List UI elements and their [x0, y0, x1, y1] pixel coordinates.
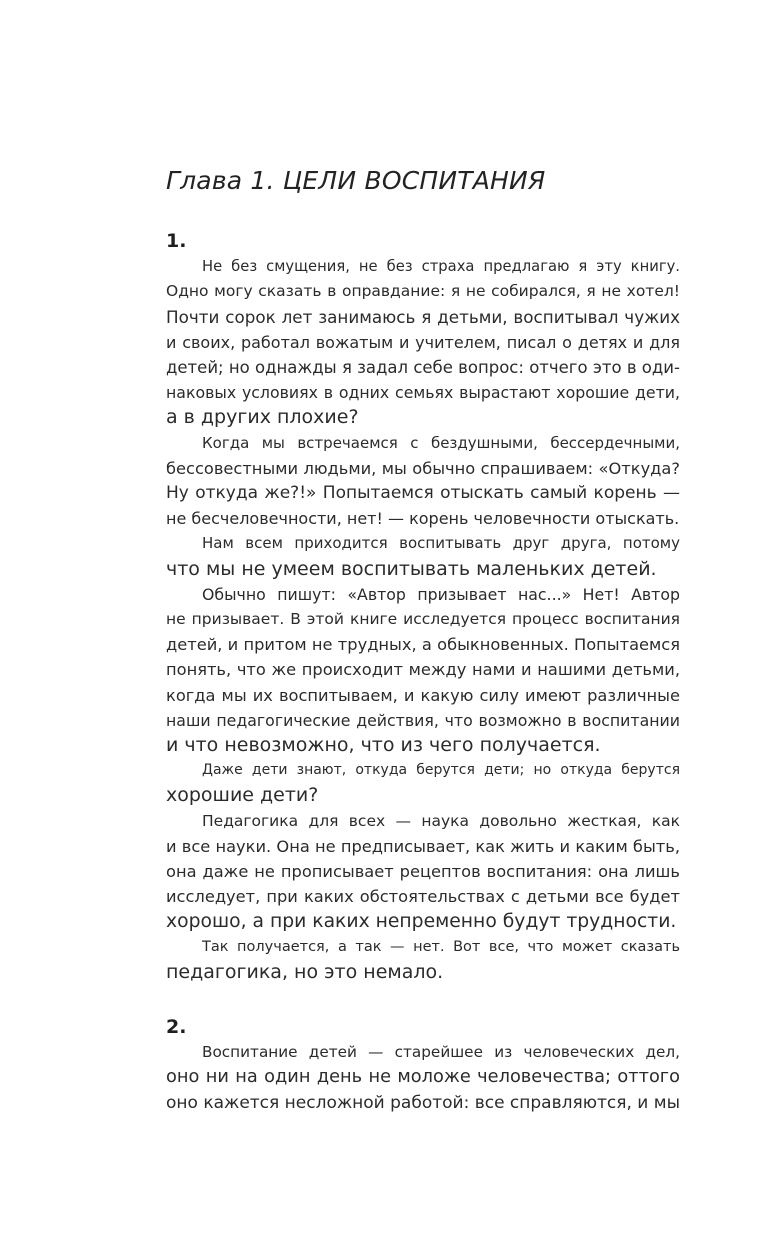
- paragraph: [130, 582, 680, 758]
- text-line: детей; но однажды я задал себе вопрос: отчего это в оди-: [166, 358, 680, 378]
- paragraph: [130, 431, 680, 532]
- text-line: а в других плохие?: [166, 406, 359, 429]
- paragraph: [130, 1040, 680, 1116]
- text-line: исследует, при каких обстоятельствах с детьми все будет: [166, 887, 680, 907]
- text-line: оно кажется несложной работой: все справляются, и мы: [166, 1092, 681, 1113]
- section-number: 2.: [166, 1016, 187, 1038]
- text-line: Одно могу сказать в оправдание: я не собирался, я не хотел!: [166, 282, 680, 301]
- paragraph: [130, 935, 680, 985]
- text-line: Почти сорок лет занимаюсь я детьми, воспитывал чужих: [166, 306, 680, 327]
- text-line: наши педагогические действия, что возможно в воспитании: [166, 710, 680, 730]
- section-2: [130, 1015, 680, 1116]
- text-line: она даже не прописывает рецептов воспитания: она лишь: [166, 862, 680, 882]
- chapter-title: Глава 1. ЦЕЛИ ВОСПИТАНИЯ: [166, 166, 546, 195]
- text-line: Не без смущения, не без страха предлагаю я эту книгу.: [202, 258, 680, 276]
- text-line: Педагогика для всех — наука довольно жесткая, как: [202, 811, 680, 830]
- text-line: наковых условиях в одних семьях вырастают хорошие дети,: [166, 383, 680, 403]
- text-line: хорошие дети?: [166, 784, 319, 807]
- text-line: Когда мы встречаемся с бездушными, бессердечными,: [202, 433, 680, 452]
- text-line: Воспитание детей — старейшее из человеческих дел,: [202, 1043, 680, 1062]
- text-line: Ну откуда же?!» Попытаемся отыскать самый корень —: [166, 483, 680, 504]
- text-line: что мы не умеем воспитывать маленьких детей.: [166, 557, 657, 580]
- section-1: [130, 229, 680, 985]
- text-line: Нам всем приходится воспитывать друг друга, потому: [202, 534, 680, 553]
- paragraph: [130, 758, 680, 808]
- text-line: не бесчеловечности, нет! — корень человечности отыскать.: [166, 509, 680, 529]
- text-line: когда мы их воспитываем, и какую силу имеют различные: [166, 685, 680, 705]
- section-number: 1.: [166, 230, 187, 252]
- text-line: хорошо, а при каких непременно будут трудности.: [166, 911, 677, 933]
- paragraph: [130, 254, 680, 430]
- text-line: и все науки. Она не предписывает, как жить и каким быть,: [166, 836, 680, 856]
- text-line: оно ни на один день не моложе человечества; оттого: [166, 1067, 680, 1088]
- text-line: понять, что же происходит между нами и нашими детьми,: [166, 660, 680, 680]
- text-line: не призывает. В этой книге исследуется процесс воспитания: [166, 610, 680, 629]
- text-line: и своих, работал вожатым и учителем, писал о детях и для: [166, 332, 680, 352]
- text-line: Обычно пишут: «Автор призывает нас...» Нет! Автор: [202, 584, 680, 604]
- text-line: и что невозможно, что из чего получается.: [166, 734, 601, 757]
- text-line: Так получается, а так — нет. Вот все, что может сказать: [202, 938, 680, 955]
- text-line: детей, и притом не трудных, а обыкновенных. Попытаемся: [166, 635, 680, 655]
- text-line: бессовестными людьми, мы обычно спрашиваем: «Откуда?: [166, 458, 680, 478]
- paragraph: [130, 809, 680, 935]
- text-line: Даже дети знают, откуда берутся дети; но откуда берутся: [202, 762, 680, 779]
- paragraph: [130, 531, 680, 581]
- text-line: педагогика, но это немало.: [166, 960, 444, 983]
